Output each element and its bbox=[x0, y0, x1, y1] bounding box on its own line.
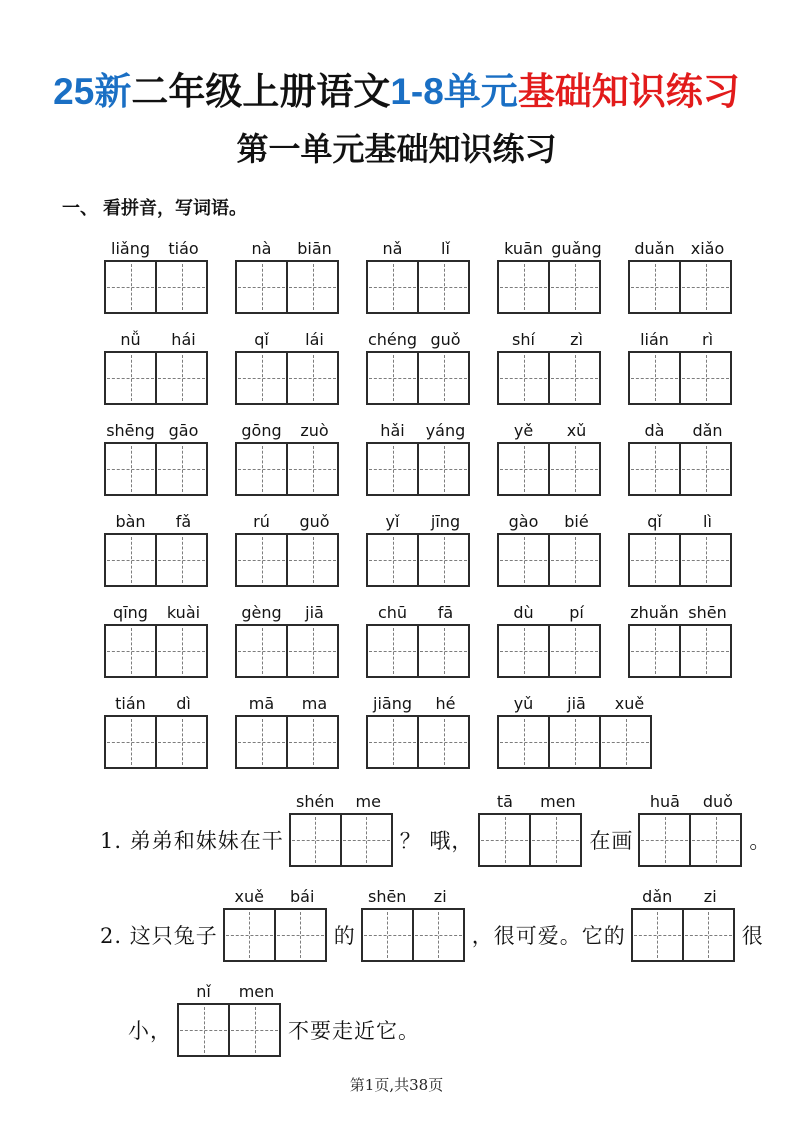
answer-cell[interactable] bbox=[630, 262, 679, 312]
answer-cell[interactable] bbox=[679, 535, 730, 585]
pinyin-syllable: shén bbox=[295, 792, 335, 812]
pinyin-syllable: duǎn bbox=[634, 239, 675, 259]
answer-cell[interactable] bbox=[548, 717, 599, 767]
answer-box[interactable] bbox=[104, 351, 208, 405]
pinyin-label-row bbox=[497, 691, 656, 713]
answer-cell[interactable] bbox=[286, 717, 337, 767]
answer-cell[interactable] bbox=[480, 815, 529, 865]
answer-cell[interactable] bbox=[368, 262, 417, 312]
word-unit bbox=[366, 600, 472, 678]
word-row bbox=[104, 327, 793, 405]
word-unit bbox=[223, 884, 329, 962]
sentence-text: 的 bbox=[333, 924, 356, 949]
pinyin-syllable: pí bbox=[569, 603, 584, 623]
pinyin-syllable: zhuǎn bbox=[630, 603, 679, 623]
answer-cell[interactable] bbox=[499, 353, 548, 403]
answer-cell[interactable] bbox=[548, 535, 599, 585]
unit-subtitle: 第一单元基础知识练习 bbox=[236, 130, 557, 169]
answer-cell[interactable] bbox=[630, 626, 679, 676]
sentence-text: 在画 bbox=[589, 829, 634, 854]
sentence-text: ，很可爱。它的 bbox=[471, 924, 626, 949]
pinyin-syllable: men bbox=[238, 982, 275, 1002]
pinyin-syllable: yǔ bbox=[513, 694, 534, 714]
pinyin-label-row bbox=[104, 509, 210, 531]
answer-cell[interactable] bbox=[417, 535, 468, 585]
word-unit bbox=[235, 691, 341, 769]
pinyin-label-row bbox=[497, 509, 603, 531]
answer-cell[interactable] bbox=[237, 717, 286, 767]
answer-cell[interactable] bbox=[340, 815, 391, 865]
answer-cell[interactable] bbox=[286, 444, 337, 494]
answer-cell[interactable] bbox=[368, 444, 417, 494]
answer-box[interactable] bbox=[497, 442, 601, 496]
pinyin-label-row bbox=[235, 236, 341, 258]
answer-cell[interactable] bbox=[417, 717, 468, 767]
word-unit bbox=[235, 600, 341, 678]
title-segment: 25新 bbox=[53, 71, 132, 112]
answer-cell[interactable] bbox=[155, 262, 206, 312]
answer-cell[interactable] bbox=[179, 1005, 228, 1055]
answer-cell[interactable] bbox=[155, 717, 206, 767]
pinyin-syllable: kuān bbox=[504, 239, 543, 259]
pinyin-syllable: tiáo bbox=[168, 239, 199, 259]
pinyin-label-row bbox=[177, 979, 283, 1001]
pinyin-label-row bbox=[497, 236, 603, 258]
answer-box[interactable] bbox=[638, 813, 742, 867]
answer-box[interactable] bbox=[235, 260, 339, 314]
pinyin-syllable: rú bbox=[253, 512, 270, 532]
word-unit bbox=[366, 418, 472, 496]
word-unit bbox=[497, 327, 603, 405]
answer-box[interactable] bbox=[104, 624, 208, 678]
answer-box[interactable] bbox=[366, 624, 470, 678]
pinyin-syllable: zi bbox=[703, 887, 717, 907]
pinyin-syllable: shēn bbox=[367, 887, 407, 907]
pinyin-syllable: shēng bbox=[106, 421, 155, 441]
answer-box[interactable] bbox=[235, 351, 339, 405]
pinyin-label-row bbox=[366, 691, 472, 713]
answer-box[interactable] bbox=[223, 908, 327, 962]
pinyin-label-row bbox=[104, 236, 210, 258]
pinyin-syllable: hái bbox=[171, 330, 196, 350]
pinyin-syllable: guǒ bbox=[430, 330, 461, 350]
pinyin-label-row bbox=[497, 327, 603, 349]
answer-cell[interactable] bbox=[679, 444, 730, 494]
answer-cell[interactable] bbox=[106, 353, 155, 403]
pinyin-syllable: xuě bbox=[614, 694, 645, 714]
word-unit bbox=[289, 789, 395, 867]
answer-cell[interactable] bbox=[291, 815, 340, 865]
pinyin-label-row bbox=[366, 418, 472, 440]
word-unit bbox=[104, 327, 210, 405]
pinyin-syllable: dù bbox=[513, 603, 534, 623]
word-unit bbox=[497, 691, 656, 769]
answer-cell[interactable] bbox=[155, 444, 206, 494]
answer-cell[interactable] bbox=[363, 910, 412, 960]
pinyin-syllable: qǐ bbox=[254, 330, 269, 350]
pinyin-syllable: ma bbox=[301, 694, 328, 714]
word-unit bbox=[497, 600, 603, 678]
pinyin-syllable: jiāng bbox=[373, 694, 412, 714]
pinyin-label-row bbox=[366, 509, 472, 531]
pinyin-label-row bbox=[235, 509, 341, 531]
title-segment: 基础知识练习 bbox=[517, 71, 740, 112]
word-unit bbox=[104, 418, 210, 496]
answer-box[interactable] bbox=[366, 260, 470, 314]
sentence-text: 2. 这只兔子 bbox=[100, 924, 218, 949]
pinyin-syllable: biān bbox=[297, 239, 332, 259]
pinyin-syllable: men bbox=[540, 792, 576, 812]
sentence-text: 小， bbox=[128, 1019, 172, 1044]
pinyin-syllable: xiǎo bbox=[690, 239, 725, 259]
pinyin-syllable: lǐ bbox=[441, 239, 450, 259]
sentence-text: 。 bbox=[749, 829, 772, 854]
word-unit bbox=[104, 600, 210, 678]
answer-cell[interactable] bbox=[499, 717, 548, 767]
pinyin-label-row bbox=[366, 600, 472, 622]
pinyin-syllable: yǐ bbox=[385, 512, 400, 532]
answer-box[interactable] bbox=[497, 351, 601, 405]
answer-box[interactable] bbox=[361, 908, 465, 962]
word-unit bbox=[628, 327, 734, 405]
answer-box[interactable] bbox=[235, 533, 339, 587]
answer-box[interactable] bbox=[628, 442, 732, 496]
pinyin-syllable: gèng bbox=[241, 603, 282, 623]
answer-cell[interactable] bbox=[548, 353, 599, 403]
pinyin-label-row bbox=[223, 884, 329, 906]
answer-cell[interactable] bbox=[679, 353, 730, 403]
answer-cell[interactable] bbox=[106, 444, 155, 494]
answer-box[interactable] bbox=[628, 624, 732, 678]
word-row bbox=[104, 691, 793, 769]
answer-cell[interactable] bbox=[679, 626, 730, 676]
answer-cell[interactable] bbox=[237, 262, 286, 312]
pinyin-label-row bbox=[289, 789, 395, 811]
pinyin-syllable: jiā bbox=[567, 694, 586, 714]
answer-box[interactable] bbox=[628, 260, 732, 314]
pinyin-syllable: bái bbox=[290, 887, 315, 907]
word-unit bbox=[628, 418, 734, 496]
pinyin-label-row bbox=[628, 600, 734, 622]
word-unit bbox=[177, 979, 283, 1057]
word-row bbox=[104, 418, 793, 496]
answer-box[interactable] bbox=[366, 715, 470, 769]
pinyin-syllable: tā bbox=[496, 792, 513, 812]
pinyin-syllable: lián bbox=[640, 330, 669, 350]
answer-box[interactable] bbox=[478, 813, 582, 867]
pinyin-syllable: shí bbox=[512, 330, 535, 350]
answer-cell[interactable] bbox=[679, 262, 730, 312]
answer-cell[interactable] bbox=[548, 262, 599, 312]
answer-cell[interactable] bbox=[689, 815, 740, 865]
word-grid-section bbox=[104, 236, 793, 769]
pinyin-syllable: liǎng bbox=[111, 239, 150, 259]
answer-cell[interactable] bbox=[106, 717, 155, 767]
pinyin-syllable: guǒ bbox=[299, 512, 330, 532]
word-unit bbox=[631, 884, 737, 962]
answer-cell[interactable] bbox=[548, 626, 599, 676]
sentence-text: ？ 哦， bbox=[399, 829, 474, 854]
pinyin-label-row bbox=[366, 327, 472, 349]
answer-cell[interactable] bbox=[633, 910, 682, 960]
answer-cell[interactable] bbox=[499, 444, 548, 494]
sentence-row bbox=[100, 789, 793, 867]
answer-cell[interactable] bbox=[368, 353, 417, 403]
pinyin-syllable: gāo bbox=[168, 421, 199, 441]
pinyin-syllable: duǒ bbox=[702, 792, 733, 812]
answer-box[interactable] bbox=[628, 533, 732, 587]
word-unit bbox=[628, 236, 734, 314]
answer-cell[interactable] bbox=[225, 910, 274, 960]
answer-cell[interactable] bbox=[286, 626, 337, 676]
pinyin-label-row bbox=[235, 327, 341, 349]
answer-cell[interactable] bbox=[274, 910, 325, 960]
pinyin-syllable: rì bbox=[701, 330, 714, 350]
answer-cell[interactable] bbox=[155, 626, 206, 676]
answer-cell[interactable] bbox=[237, 535, 286, 585]
pinyin-syllable: qīng bbox=[113, 603, 148, 623]
answer-cell[interactable] bbox=[630, 444, 679, 494]
pinyin-label-row bbox=[628, 418, 734, 440]
word-unit bbox=[235, 509, 341, 587]
word-unit bbox=[235, 327, 341, 405]
pinyin-label-row bbox=[104, 600, 210, 622]
word-unit bbox=[366, 236, 472, 314]
word-unit bbox=[497, 509, 603, 587]
word-row bbox=[104, 509, 793, 587]
word-unit bbox=[497, 236, 603, 314]
pinyin-syllable: zì bbox=[570, 330, 583, 350]
pinyin-syllable: jīng bbox=[430, 512, 461, 532]
pinyin-syllable: bàn bbox=[115, 512, 146, 532]
answer-box[interactable] bbox=[289, 813, 393, 867]
answer-box[interactable] bbox=[235, 715, 339, 769]
word-unit bbox=[235, 418, 341, 496]
page-footer: 第1页,共38页 bbox=[349, 1076, 444, 1094]
answer-box[interactable] bbox=[631, 908, 735, 962]
answer-box[interactable] bbox=[366, 351, 470, 405]
pinyin-syllable: gào bbox=[508, 512, 539, 532]
answer-box[interactable] bbox=[497, 715, 652, 769]
answer-box[interactable] bbox=[104, 442, 208, 496]
answer-cell[interactable] bbox=[155, 535, 206, 585]
sentence-text: 不要走近它。 bbox=[288, 1019, 420, 1044]
pinyin-syllable: mā bbox=[248, 694, 275, 714]
pinyin-label-row bbox=[104, 691, 210, 713]
word-unit bbox=[235, 236, 341, 314]
pinyin-label-row bbox=[235, 418, 341, 440]
pinyin-label-row bbox=[104, 418, 210, 440]
pinyin-label-row bbox=[497, 600, 603, 622]
answer-box[interactable] bbox=[366, 533, 470, 587]
pinyin-label-row bbox=[628, 327, 734, 349]
pinyin-syllable: nà bbox=[251, 239, 272, 259]
answer-cell[interactable] bbox=[228, 1005, 279, 1055]
pinyin-syllable: dǎn bbox=[692, 421, 723, 441]
answer-cell[interactable] bbox=[155, 353, 206, 403]
answer-cell[interactable] bbox=[368, 535, 417, 585]
answer-cell[interactable] bbox=[286, 353, 337, 403]
pinyin-syllable: gōng bbox=[241, 421, 282, 441]
word-unit bbox=[104, 236, 210, 314]
word-unit bbox=[478, 789, 584, 867]
answer-cell[interactable] bbox=[417, 353, 468, 403]
pinyin-syllable: yě bbox=[513, 421, 534, 441]
pinyin-syllable: fǎ bbox=[175, 512, 192, 532]
pinyin-syllable: kuài bbox=[166, 603, 201, 623]
pinyin-syllable: lì bbox=[703, 512, 712, 532]
answer-cell[interactable] bbox=[368, 626, 417, 676]
pinyin-label-row bbox=[235, 600, 341, 622]
page-title bbox=[0, 0, 793, 114]
sentence-row bbox=[128, 979, 793, 1057]
answer-cell[interactable] bbox=[417, 626, 468, 676]
answer-cell[interactable] bbox=[237, 444, 286, 494]
pinyin-syllable: bié bbox=[564, 512, 589, 532]
pinyin-label-row bbox=[628, 509, 734, 531]
pinyin-syllable: shēn bbox=[688, 603, 727, 623]
answer-box[interactable] bbox=[177, 1003, 281, 1057]
answer-cell[interactable] bbox=[529, 815, 580, 865]
pinyin-label-row bbox=[631, 884, 737, 906]
pinyin-syllable: hé bbox=[435, 694, 456, 714]
answer-box[interactable] bbox=[497, 260, 601, 314]
pinyin-label-row bbox=[361, 884, 467, 906]
pinyin-syllable: xuě bbox=[234, 887, 264, 907]
pinyin-syllable: guǎng bbox=[551, 239, 602, 259]
pinyin-label-row bbox=[366, 236, 472, 258]
answer-box[interactable] bbox=[235, 624, 339, 678]
pinyin-syllable: huā bbox=[649, 792, 680, 812]
answer-cell[interactable] bbox=[286, 535, 337, 585]
pinyin-syllable: dǎn bbox=[642, 887, 673, 907]
pinyin-syllable: zuò bbox=[300, 421, 329, 441]
word-unit bbox=[366, 327, 472, 405]
answer-cell[interactable] bbox=[417, 262, 468, 312]
answer-cell[interactable] bbox=[640, 815, 689, 865]
answer-box[interactable] bbox=[497, 533, 601, 587]
word-unit bbox=[638, 789, 744, 867]
sentence-row bbox=[100, 884, 793, 962]
answer-box[interactable] bbox=[366, 442, 470, 496]
pinyin-syllable: chéng bbox=[367, 330, 418, 350]
pinyin-syllable: qǐ bbox=[647, 512, 662, 532]
word-unit bbox=[497, 418, 603, 496]
pinyin-syllable: fā bbox=[437, 603, 454, 623]
pinyin-label-row bbox=[497, 418, 603, 440]
pinyin-syllable: me bbox=[355, 792, 381, 812]
sentence-section bbox=[100, 789, 793, 1057]
answer-cell[interactable] bbox=[630, 535, 679, 585]
pinyin-syllable: hǎi bbox=[380, 421, 405, 441]
answer-box[interactable] bbox=[235, 442, 339, 496]
answer-cell[interactable] bbox=[106, 535, 155, 585]
answer-box[interactable] bbox=[628, 351, 732, 405]
pinyin-syllable: tián bbox=[115, 694, 146, 714]
pinyin-syllable: jiā bbox=[305, 603, 324, 623]
pinyin-syllable: yáng bbox=[425, 421, 466, 441]
answer-cell[interactable] bbox=[368, 717, 417, 767]
word-row bbox=[104, 236, 793, 314]
word-unit bbox=[104, 691, 210, 769]
answer-cell[interactable] bbox=[106, 626, 155, 676]
answer-cell[interactable] bbox=[499, 626, 548, 676]
answer-box[interactable] bbox=[104, 715, 208, 769]
pinyin-syllable: lái bbox=[305, 330, 324, 350]
pinyin-syllable: dì bbox=[176, 694, 191, 714]
pinyin-label-row bbox=[104, 327, 210, 349]
answer-cell[interactable] bbox=[417, 444, 468, 494]
answer-cell[interactable] bbox=[630, 353, 679, 403]
answer-cell[interactable] bbox=[237, 626, 286, 676]
answer-box[interactable] bbox=[104, 260, 208, 314]
answer-box[interactable] bbox=[497, 624, 601, 678]
word-unit bbox=[628, 600, 734, 678]
answer-cell[interactable] bbox=[499, 262, 548, 312]
pinyin-syllable: dà bbox=[644, 421, 665, 441]
pinyin-syllable: zi bbox=[433, 887, 447, 907]
word-row bbox=[104, 600, 793, 678]
word-unit bbox=[104, 509, 210, 587]
answer-cell[interactable] bbox=[286, 262, 337, 312]
pinyin-syllable: nǐ bbox=[196, 982, 211, 1002]
pinyin-label-row bbox=[478, 789, 584, 811]
pinyin-label-row bbox=[638, 789, 744, 811]
pinyin-label-row bbox=[628, 236, 734, 258]
word-unit bbox=[366, 691, 472, 769]
answer-cell[interactable] bbox=[106, 262, 155, 312]
answer-cell[interactable] bbox=[499, 535, 548, 585]
section-heading: 一、 看拼音，写词语。 bbox=[62, 198, 247, 219]
pinyin-syllable: chū bbox=[377, 603, 408, 623]
pinyin-syllable: xǔ bbox=[566, 421, 587, 441]
answer-cell[interactable] bbox=[237, 353, 286, 403]
answer-cell[interactable] bbox=[412, 910, 463, 960]
pinyin-syllable: nǎ bbox=[382, 239, 403, 259]
title-segment: 二年级上册语文 bbox=[131, 71, 391, 112]
pinyin-syllable: nǚ bbox=[120, 330, 141, 350]
answer-cell[interactable] bbox=[548, 444, 599, 494]
answer-box[interactable] bbox=[104, 533, 208, 587]
word-unit bbox=[628, 509, 734, 587]
sentence-text: 很 bbox=[741, 924, 764, 949]
word-unit bbox=[366, 509, 472, 587]
answer-cell[interactable] bbox=[682, 910, 733, 960]
pinyin-label-row bbox=[235, 691, 341, 713]
title-segment: 1-8单元 bbox=[390, 71, 518, 112]
answer-cell[interactable] bbox=[599, 717, 650, 767]
word-unit bbox=[361, 884, 467, 962]
sentence-text: 1. 弟弟和妹妹在干 bbox=[100, 829, 284, 854]
